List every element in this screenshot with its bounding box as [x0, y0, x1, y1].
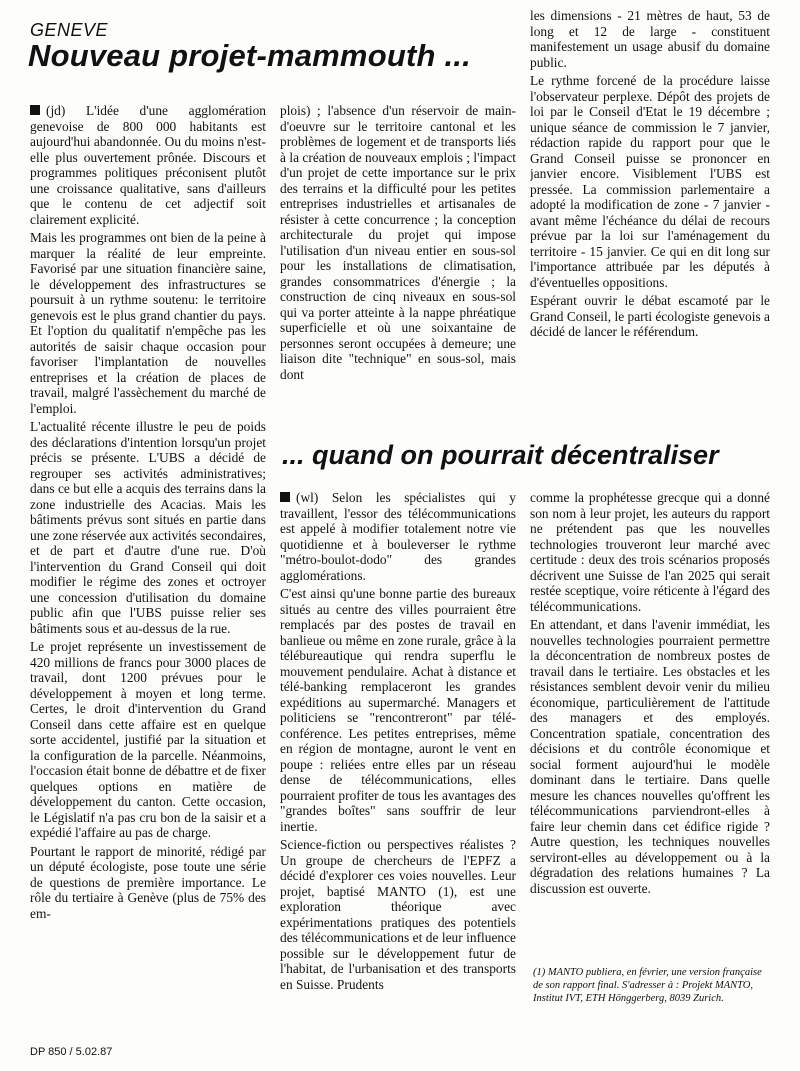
article2-column-1 — [280, 490, 516, 1040]
article-kicker: GENEVE — [30, 20, 109, 40]
page-reference: DP 850 / 5.02.87 — [30, 1046, 113, 1058]
article1-column-3 — [530, 8, 770, 433]
paragraph: L'actualité récente illustre le peu de poids des déclarations d'intention lorsqu'un projet précis se présente. L'UBS a décidé de regrouper ses activités administratives; dans ce but elle a acquis des terrains dans la zone industrielle des Acacias. Mais les bâtiments prévus sont situés en partie dans une zone réservée aux activités secondaires, et de part et d'autre d'une rue. D'où l'intervention du Grand Conseil qui doit modifier le régime des zones et octroyer une concession d'utilisation du domaine public afin que l'UBS puisse relier ses bâtiments sous et au-dessus de la rue. — [30, 419, 266, 636]
paragraph: Science-fiction ou perspectives réalistes ? Un groupe de chercheurs de l'EPFZ a décidé d'explorer ces voies nouvelles. Leur projet, baptisé MANTO (1), est une exploration théorique avec expérimentations pratiques des potentiels des télécommunications et de leur influence possible sur le développement futur de l'habitat, de l'urbanisation et des transports en Suisse. Prudents — [280, 837, 516, 992]
bullet-square-icon — [280, 492, 290, 502]
paragraph: En attendant, et dans l'avenir immédiat, les nouvelles technologies pourraient permettre la déconcentration de nombreux postes de travail dans le tertiaire. Les obstacles et les résistances semblent devoir venir du milieu économique, particulièrement de l'attitude des managers et des employés. Concentration spatiale, concentration des décisions et du contrôle économique et social forment aujourd'hui le modèle dominant dans le tertiaire. Dans quelle mesure les chances nouvelles qu'offrent les télécommunications parviendront-elles à faire leur chemin dans cet édifice rigide ? Autre question, les techniques nouvelles serviront-elles au développement ou à la dégradation des relations humaines ? La discussion est ouverte. — [530, 617, 770, 896]
paragraph: Espérant ouvrir le débat escamoté par le Grand Conseil, le parti écologiste genevois a décidé de lancer le référendum. — [530, 293, 770, 339]
paragraph: Le rythme forcené de la procédure laisse l'observateur perplexe. Dépôt des projets de loi par le Conseil d'Etat le 19 décembre ; unique séance de commission le 7 janvier, rédaction rapide du rapport pour que le Grand Conseil puisse se prononcer en janvier encore. Visiblement l'UBS est pressée. La commission parlementaire a adopté la modification de zone - 7 janvier - avant même l'échéance du délai de recours prévue par la loi sur l'aménagement du territoire - 15 janvier. Ce qui en dit long sur l'importance attribuée par les députés à d'éventuelles oppositions. — [530, 73, 770, 290]
paragraph: les dimensions - 21 mètres de haut, 53 de long et 12 de large - constituent manifestement un usage abusif du domaine public. — [530, 8, 770, 70]
article1-column-2 — [280, 103, 516, 433]
paragraph: plois) ; l'absence d'un réservoir de main-d'oeuvre sur le territoire cantonal et les problèmes de logement et de transports liés à la création de nouveaux emplois ; l'impact d'un projet de cette importance sur le prix des terrains et la difficulté pour les petites entreprises industrielles et artisanales de résister à cette concurrence ; la conception architecturale du projet qui impose l'utilisation d'un niveau entier en sous-sol pour les installations de climatisation, grandes consommatrices d'énergie ; la construction de cinq niveaux en sous-sol qui va porter atteinte à la nappe phréatique superficielle et où une soixantaine de personnes seront occupées à demeure; une liaison dite "technique" en sous-sol, mais dont — [280, 103, 516, 382]
article2-column-2 — [530, 490, 770, 960]
paragraph: Pourtant le rapport de minorité, rédigé par un député écologiste, pose toute une série de questions de première importance. Le rôle du tertiaire à Genève (plus de 75% des em- — [30, 843, 266, 921]
footnote: (1) MANTO publiera, en février, une version française de son rapport final. S'adresser à : Projekt MANTO, Institut IVT, ETH Hönggerberg, 8039 Zurich. — [533, 967, 762, 1004]
paragraph: C'est ainsi qu'une bonne partie des bureaux situés au centre des villes pourraient être remplacés par des postes de travail en banlieue ou même en zone rurale, grâce à la télébureautique qui rendra superflu le mouvement pendulaire. Achat à distance et télé-banking remplaceront les grandes expéditions au supermarché. Managers et politiciens se "rencontreront" par télé-conférence. Les petites entreprises, même en région de montagne, auront le vent en poupe : reliées entre elles par un réseau dense de télécommunications, elles pourraient profiter de tous les avantages des "grandes boîtes" sans souffrir de leur inertie. — [280, 586, 516, 834]
bullet-square-icon — [30, 105, 40, 115]
paragraph: (wl) Selon les spécialistes qui y travaillent, l'essor des télécommunications est appelé à modifier totalement notre vie quotidienne et à bouleverser le rythme "métro-boulot-dodo" des grandes agglomérations. — [280, 490, 516, 583]
article1-column-1 — [30, 103, 266, 1038]
paragraph: (jd) L'idée d'une agglomération genevoise de 800 000 habitants est aujourd'hui abandonnée. Ou du moins n'est-elle plus ouvertement prônée. Discours et programmes politiques préconisent plutôt une croissance qualitative, sans d'ailleurs que le contenu de cet adjectif soit clairement explicité. — [30, 103, 266, 227]
paragraph: Mais les programmes ont bien de la peine à marquer la réalité de leur empreinte. Favorisé par une situation financière saine, le développement des infrastructures se poursuit à un rythme soutenu: le territoire genevois est le plus grand chantier du pays. Et l'option du qualitatif n'empêche pas les autorités de saisir chaque occasion pour favoriser l'implantation de nouvelles entreprises et la création de places de travail, malgré l'assèchement du marché de l'emploi. — [30, 230, 266, 416]
article2-headline: ... quand on pourrait décentraliser — [282, 440, 719, 470]
paragraph: Le projet représente un investissement de 420 millions de francs pour 3000 places de travail, dont 1200 prévues pour le développement à moyen et long terme. Certes, le droit d'intervention du Grand Conseil dans cette affaire est en quelque sorte accidentel, justifié par la situation et la configuration de la parcelle. Néanmoins, l'occasion était bonne de débattre et de fixer quelques options en matière de développement du canton. Cette occasion, le Législatif n'a pas cru bon de la saisir et a expédié l'affaire au pas de charge. — [30, 639, 266, 840]
paragraph: comme la prophétesse grecque qui a donné son nom à leur projet, les auteurs du rapport ne prétendent pas que les nouvelles technologies trouveront leur marché avec certitude : deux des trois scénarios proposés décrivent une Suisse de l'an 2025 qui serait restée sceptique, voire réticente à l'égard des télécommunications. — [530, 490, 770, 614]
article-headline: Nouveau projet-mammouth ... — [28, 38, 471, 73]
